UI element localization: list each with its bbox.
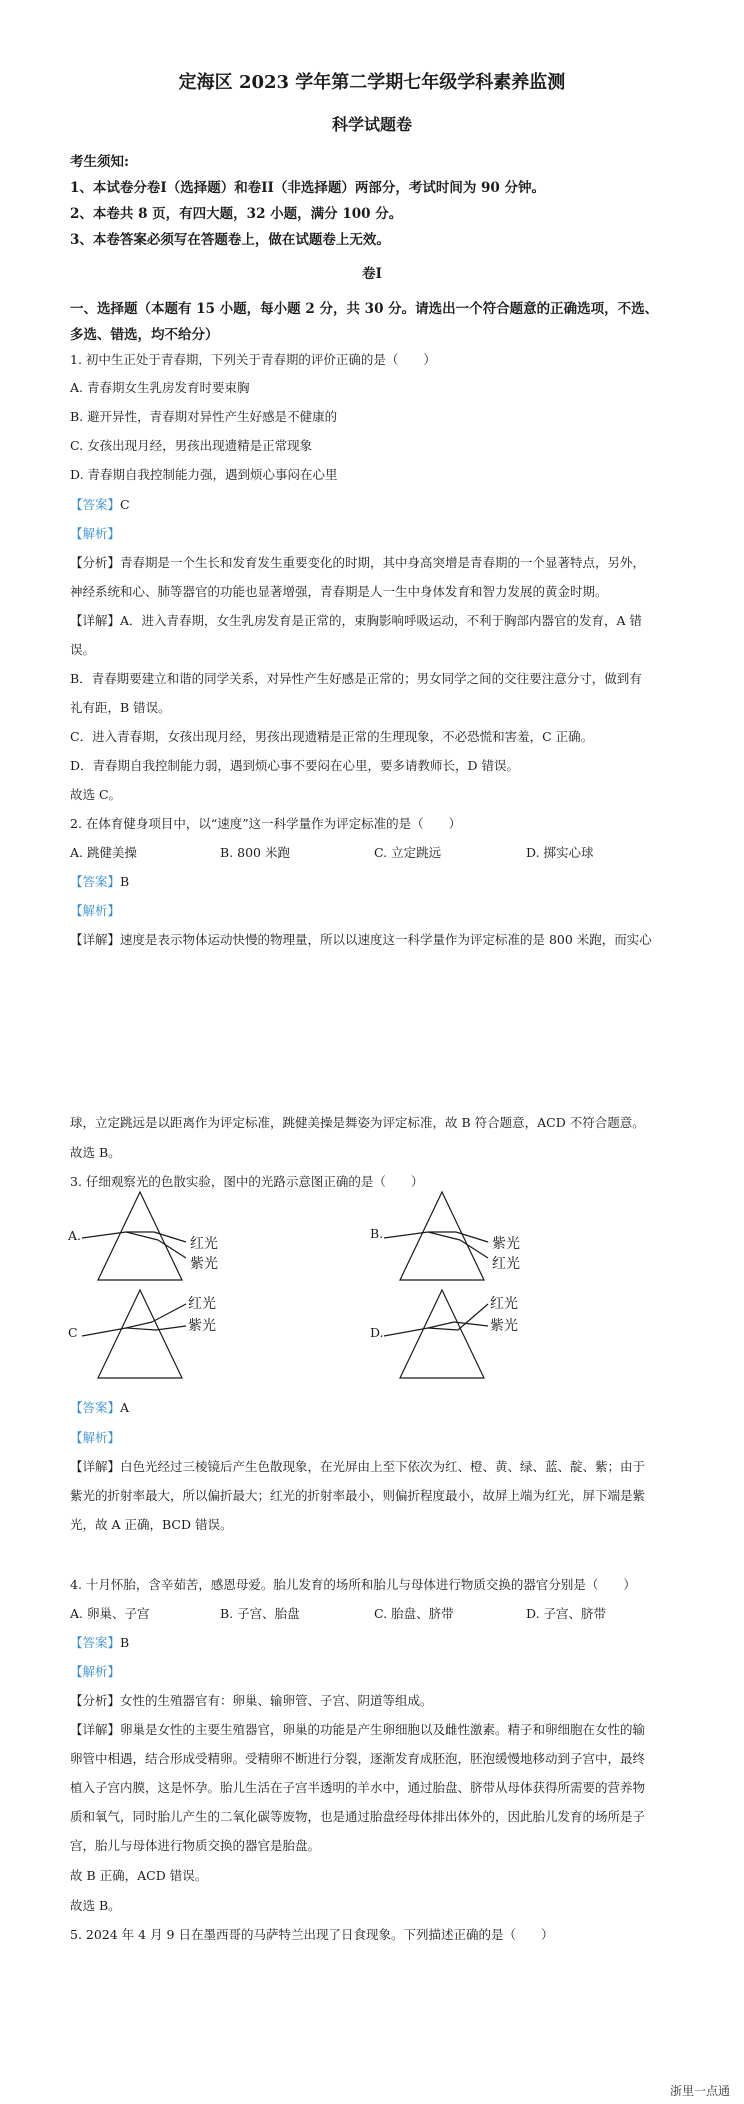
q3-xiangjie: 【详解】白色光经过三棱镜后产生色散现象，在光屏由上至下依次为红、橙、黄、绿、蓝、靛、紫；由于 [70, 1459, 646, 1474]
q1-conclusion: 故选 C。 [70, 787, 122, 802]
fig-b-top-color: 紫光 [492, 1236, 520, 1252]
fig-d-label: D. [370, 1325, 384, 1340]
q4-answer [70, 1633, 129, 1651]
volume-heading: 卷I [362, 266, 382, 282]
fig-d-top-color: 红光 [490, 1296, 518, 1312]
q1-stem: 1. 初中生正处于青春期，下列关于青春期的评价正确的是（ ） [70, 352, 436, 367]
q2-option-b: B. 800 米跑 [220, 845, 290, 860]
prism-figure-d [382, 1286, 552, 1380]
q4-xiangjie: 卵管中相遇，结合形成受精卵。受精卵不断进行分裂，逐渐发育成胚泡，胚泡缓慢地移动到子宫中，最终 [70, 1751, 646, 1766]
q4-options [70, 1604, 606, 1622]
q2-option-c: C. 立定跳远 [374, 845, 442, 860]
q1-analysis-tag: 【解析】 [70, 526, 121, 541]
answer-tag: 【答案】 [70, 497, 121, 512]
q4-option-d: D. 子宫、脐带 [526, 1606, 607, 1621]
q4-xiangjie: 宫，胎儿与母体进行物质交换的器官是胎盘。 [70, 1838, 321, 1853]
q1-xiangjie: B．青春期要建立和谐的同学关系，对异性产生好感是正常的；男女同学之间的交往要注意分寸，做到有 [70, 671, 642, 686]
answer-value: B [120, 874, 130, 889]
fig-a-bottom-color: 紫光 [190, 1256, 218, 1272]
q4-option-c: C. 胎盘、脐带 [374, 1606, 454, 1621]
q3-xiangjie: 光，故 A 正确，BCD 错误。 [70, 1517, 233, 1532]
notice-heading: 考生须知: [70, 154, 129, 170]
q1-option-c: C. 女孩出现月经，男孩出现遗精是正常现象 [70, 438, 313, 453]
fig-a-top-color: 红光 [190, 1236, 218, 1252]
q2-xiangjie: 【详解】速度是表示物体运动快慢的物理量，所以以速度这一科学量作为评定标准的是 800 米跑，而实心 [70, 932, 652, 947]
q2-option-d: D. 掷实心球 [526, 845, 594, 860]
q1-option-d: D. 青春期自我控制能力强，遇到烦心事闷在心里 [70, 467, 338, 482]
answer-tag: 【答案】 [70, 1400, 121, 1415]
notice-item: 1、本试卷分卷I（选择题）和卷II（非选择题）两部分，考试时间为 90 分钟。 [70, 180, 546, 196]
q2-options [70, 843, 594, 861]
fig-c-bottom-color: 紫光 [188, 1318, 216, 1334]
answer-tag: 【答案】 [70, 874, 121, 889]
q1-xiangjie: 误。 [70, 642, 96, 657]
q1-answer [70, 495, 130, 513]
q2-xiangjie: 球，立定跳远是以距离作为评定标准，跳健美操是舞姿为评定标准，故 B 符合题意，ACD 不符合题意。 [70, 1115, 645, 1130]
q1-fenxi: 【分析】青春期是一个生长和发育发生重要变化的时期，其中身高突增是青春期的一个显著特点，另外， [70, 555, 646, 570]
watermark-footer: 浙里一点通 [669, 2084, 730, 2098]
exam-subtitle: 科学试题卷 [331, 115, 412, 134]
q3-xiangjie: 紫光的折射率最大，所以偏折最大；红光的折射率最小，则偏折程度最小，故屏上端为红光，屏下端是紫 [70, 1488, 646, 1503]
notice-item: 2、本卷共 8 页，有四大题，32 小题，满分 100 分。 [70, 206, 403, 222]
q4-analysis-tag: 【解析】 [70, 1664, 121, 1679]
q4-option-a: A. 卵巢、子宫 [70, 1606, 150, 1621]
fig-d-bottom-color: 紫光 [490, 1318, 518, 1334]
exam-title: 定海区 2023 学年第二学期七年级学科素养监测 [178, 72, 566, 93]
q2-analysis-tag: 【解析】 [70, 903, 121, 918]
q4-conclusion: 故选 B。 [70, 1898, 121, 1913]
q4-option-b: B. 子宫、胎盘 [220, 1606, 300, 1621]
q2-option-a: A. 跳健美操 [70, 845, 137, 860]
q4-stem: 4. 十月怀胎，含辛茹苦，感恩母爱。胎儿发育的场所和胎儿与母体进行物质交换的器官分别是（ ） [70, 1577, 636, 1592]
q1-xiangjie: C．进入青春期，女孩出现月经，男孩出现遗精是正常的生理现象，不必恐慌和害羞，C 正确。 [70, 729, 594, 744]
fig-c-top-color: 红光 [188, 1296, 216, 1312]
fig-c-label: C [68, 1325, 78, 1340]
section-heading: 一、选择题（本题有 15 小题，每小题 2 分，共 30 分。请选出一个符合题意的正确选项，不选、 [70, 301, 659, 317]
q5-stem: 5. 2024 年 4 月 9 日在墨西哥的马萨特兰出现了日食现象。下列描述正确的是（ ） [70, 1927, 554, 1942]
fig-b-label: B. [370, 1226, 384, 1241]
q1-xiangjie: 礼有距，B 错误。 [70, 700, 171, 715]
q4-fenxi: 【分析】女性的生殖器官有：卵巢、输卵管、子宫、阴道等组成。 [70, 1693, 433, 1708]
q4-xiangjie: 植入子宫内膜，这是怀孕。胎儿生活在子宫半透明的羊水中，通过胎盘、脐带从母体获得所需要的营养物 [70, 1780, 646, 1795]
q3-analysis-tag: 【解析】 [70, 1430, 121, 1445]
q1-option-b: B. 避开异性，青春期对异性产生好感是不健康的 [70, 409, 338, 424]
q4-xiangjie: 质和氧气，同时胎儿产生的二氧化碳等废物，也是通过胎盘经母体排出体外的，因此胎儿发育的场所是子 [70, 1809, 646, 1824]
prism-figure-c [80, 1286, 250, 1380]
q4-xiangjie: 故 B 正确，ACD 错误。 [70, 1868, 208, 1883]
q1-xiangjie: D．青春期自我控制能力弱，遇到烦心事不要闷在心里，要多请教师长，D 错误。 [70, 758, 520, 773]
q4-xiangjie: 【详解】卵巢是女性的主要生殖器官，卵巢的功能是产生卵细胞以及雌性激素。精子和卵细胞在女性的输 [70, 1722, 646, 1737]
q3-stem: 3. 仔细观察光的色散实验，图中的光路示意图正确的是（ ） [70, 1174, 424, 1189]
notice-item: 3、本卷答案必须写在答题卷上，做在试题卷上无效。 [70, 232, 390, 248]
q3-answer [70, 1398, 129, 1416]
q2-conclusion: 故选 B。 [70, 1145, 121, 1160]
section-heading-cont: 多选、错选，均不给分） [70, 327, 219, 343]
q1-fenxi: 神经系统和心、肺等器官的功能也显著增强，青春期是人一生中身体发育和智力发展的黄金时期。 [70, 584, 608, 599]
answer-value: A [120, 1400, 130, 1415]
prism-figure-a [80, 1190, 250, 1282]
prism-figure-b [382, 1190, 552, 1282]
fig-a-label: A. [68, 1228, 82, 1243]
answer-value: C [120, 497, 130, 512]
q1-option-a: A. 青春期女生乳房发育时要束胸 [70, 380, 250, 395]
q1-xiangjie: 【详解】A．进入青春期，女生乳房发育是正常的，束胸影响呼吸运动，不利于胸部内器官的发育，A 错 [70, 613, 643, 628]
answer-tag: 【答案】 [70, 1635, 121, 1650]
fig-b-bottom-color: 红光 [492, 1256, 520, 1272]
q2-answer [70, 872, 129, 890]
q2-stem: 2. 在体育健身项目中，以“速度”这一科学量作为评定标准的是（ ） [70, 816, 462, 831]
answer-value: B [120, 1635, 130, 1650]
